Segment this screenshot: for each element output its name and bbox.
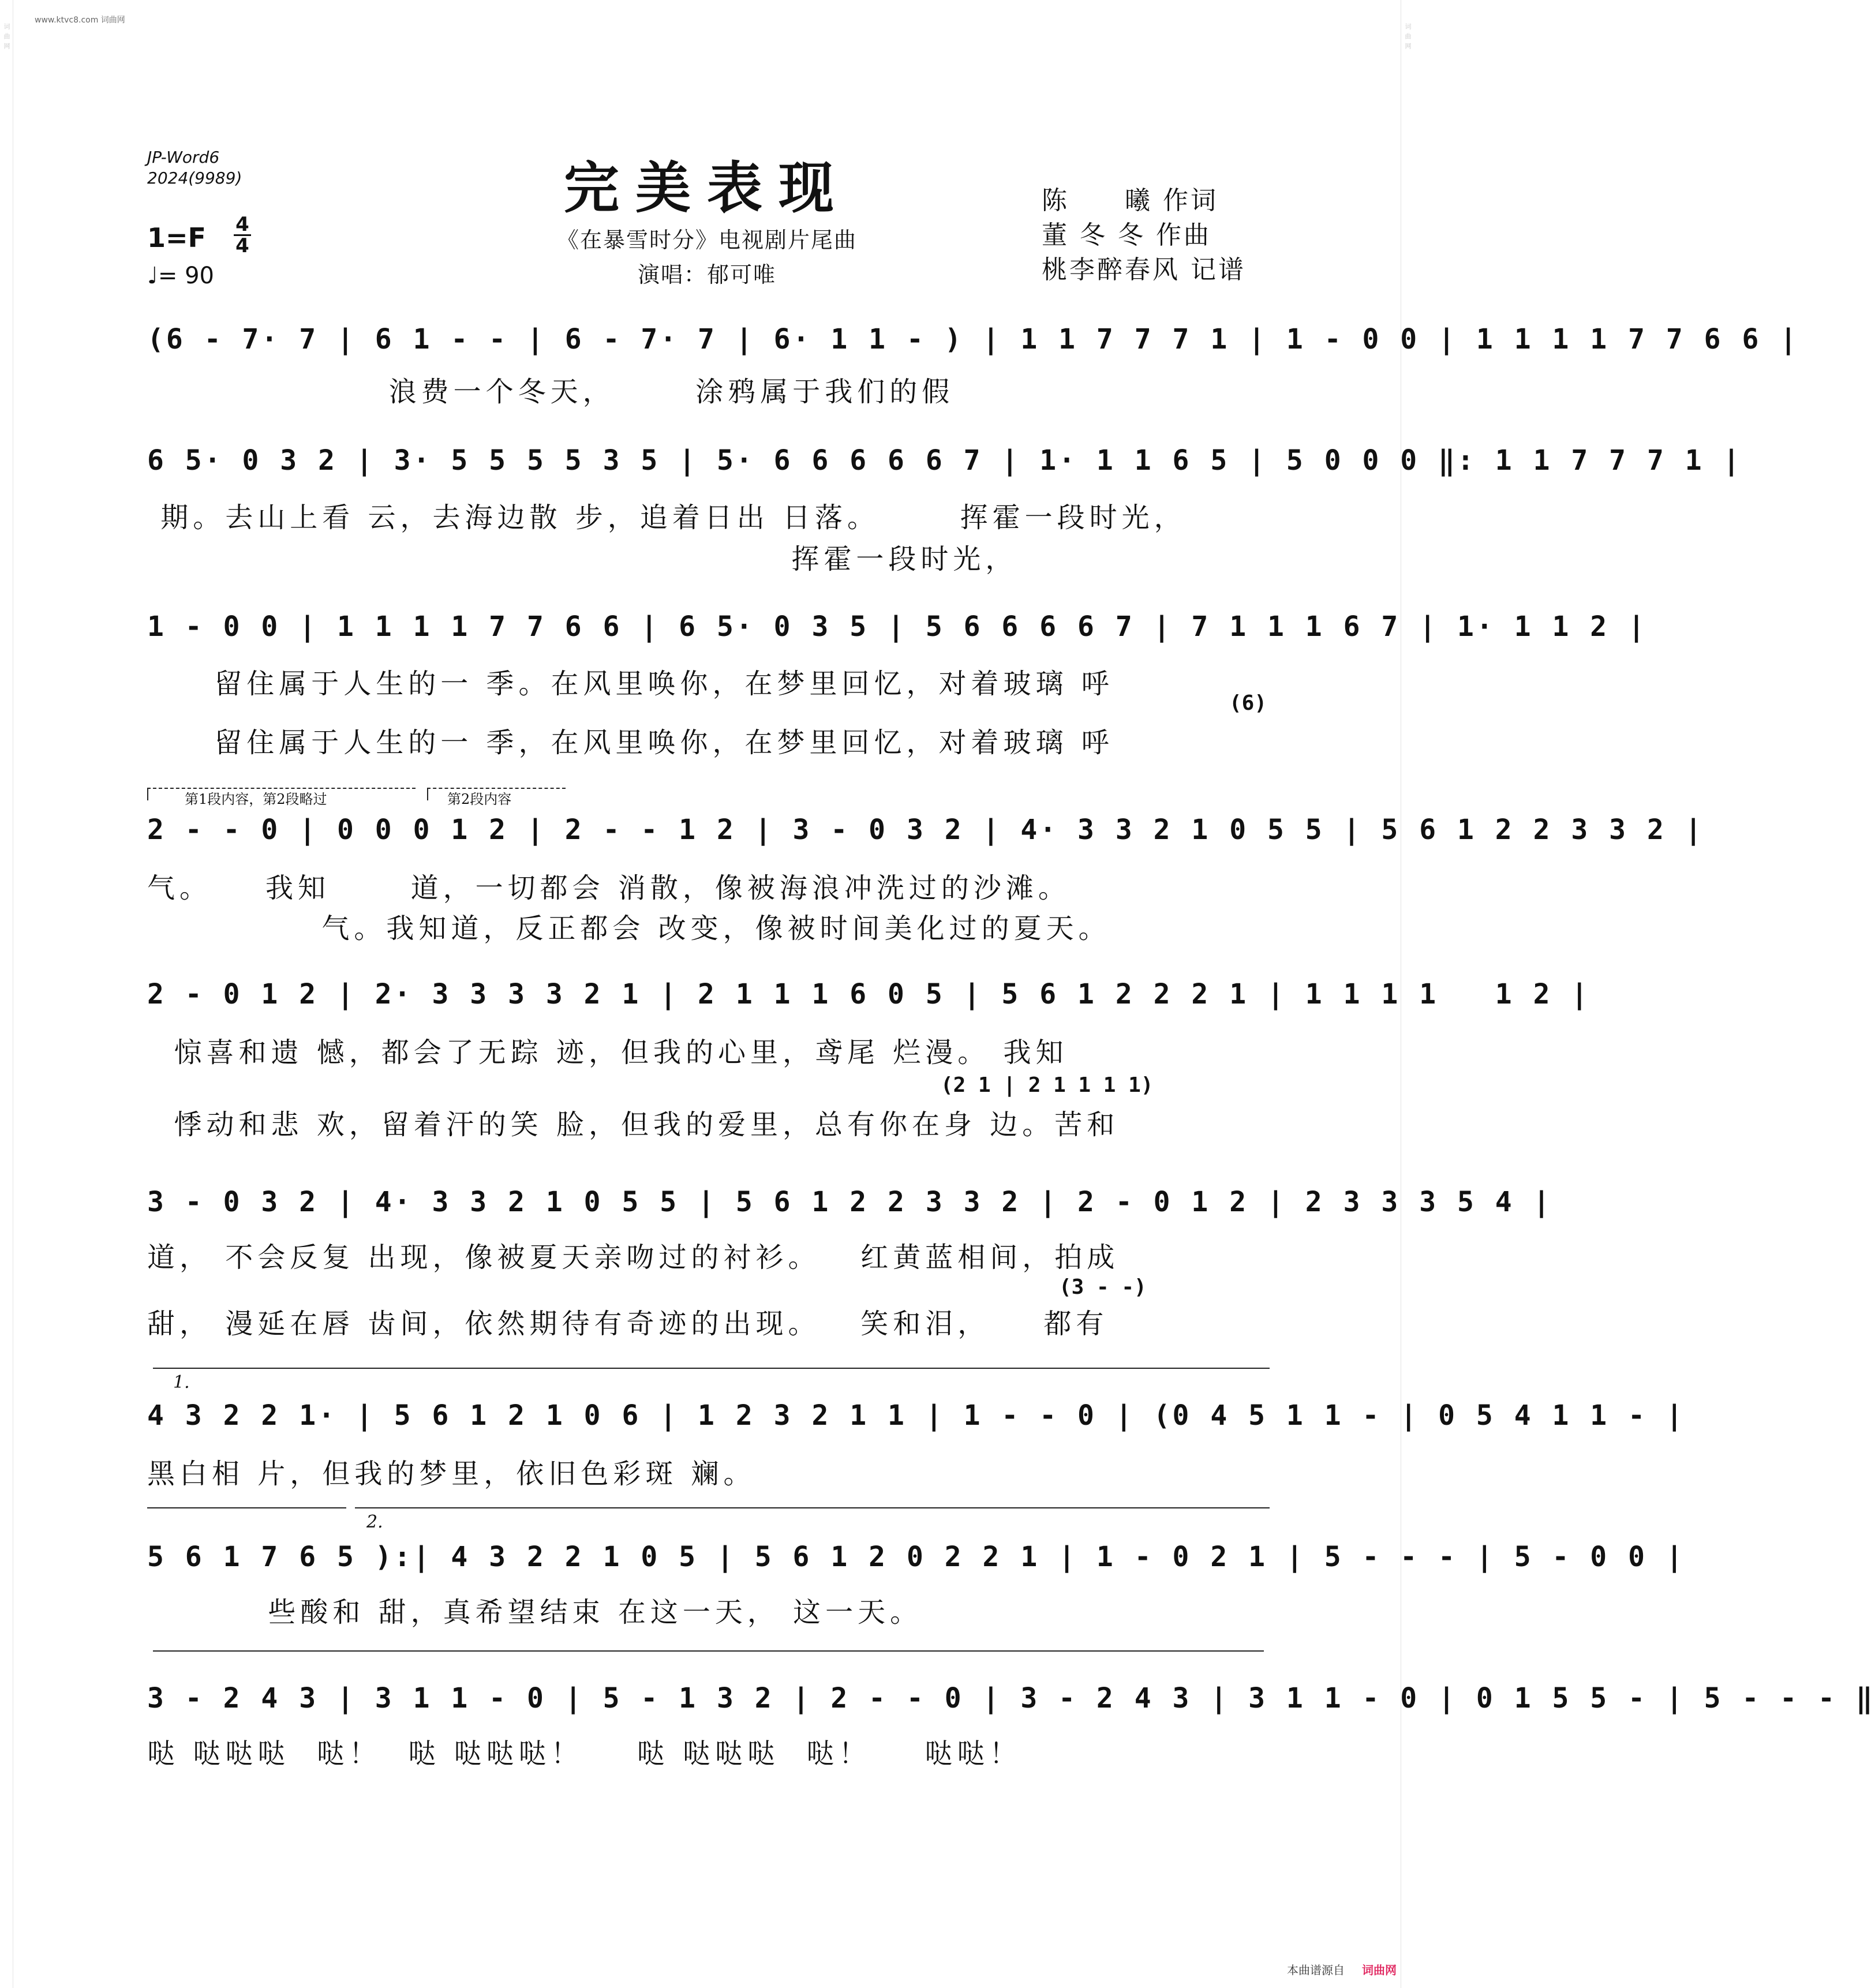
- key-signature: 1=F: [147, 222, 206, 253]
- footer-source-label: 本曲谱源自: [1287, 1963, 1345, 1977]
- transcriber-credit: 桃李醉春风 记谱: [1042, 255, 1246, 284]
- tempo-marking: ♩= 90: [147, 263, 214, 289]
- lyric-verse-1: 道， 不会反复 出现，像被夏天亲吻过的衬衫。 红黄蓝相间，拍成: [147, 1241, 1120, 1274]
- margin-watermark-text-right: 词曲网: [1404, 23, 1412, 53]
- lyricist-credit: 陈 曦 作词: [1042, 186, 1218, 215]
- lyric-verse-2: 悸动和悲 欢，留着汗的笑 脸，但我的爱里，总有你在身 边。苦和: [147, 1109, 1120, 1141]
- lyric-verse-1: 些酸和 甜，真希望结束 在这一天， 这一天。: [147, 1596, 923, 1628]
- lyric-verse-1: 留住属于人生的一 季。在风里唤你，在梦里回忆，对着玻璃 呼: [147, 668, 1114, 700]
- notation-row: 2 - 0 1 2 | 2· 3 3 3 3 2 1 | 2 1 1 1 6 0 5 | 5 6 1 2 2 2 1 | 1 1 1 1 1 2 |: [147, 978, 1590, 1010]
- left-margin-strip: [0, 0, 13, 1988]
- credits-block: [1042, 184, 1246, 287]
- second-ending-label: 2.: [366, 1512, 383, 1532]
- first-ending-label: 1.: [173, 1372, 190, 1392]
- app-name: JP-Word6: [147, 148, 220, 167]
- notation-row: 1 - 0 0 | 1 1 1 1 7 7 6 6 | 6 5· 0 3 5 | 5 6 6 6 6 7 | 7 1 1 1 6 7 | 1· 1 1 2 |: [147, 611, 1647, 643]
- footer-brand-logo[interactable]: 词曲网: [1362, 1963, 1397, 1977]
- volta-label-1: 第1段内容，第2段略过: [185, 791, 327, 807]
- alternate-note: (3 - -): [1059, 1275, 1147, 1299]
- site-watermark: www.ktvc8.com 词曲网: [35, 16, 125, 25]
- margin-watermark-text: 词曲网: [3, 23, 10, 53]
- lyric-verse-1: 浪费一个冬天， 涂鸦属于我们的假: [147, 376, 955, 408]
- alternate-note: (2 1 | 2 1 1 1 1): [941, 1073, 1154, 1097]
- lyric-verse-1: 黑白相 片，但我的梦里，依旧色彩斑 斓。: [147, 1458, 756, 1490]
- notation-row: 3 - 2 4 3 | 3 1 1 - 0 | 5 - 1 3 2 | 2 - - 0 | 3 - 2 4 3 | 3 1 1 - 0 | 0 1 5 5 - | 5 - - - ‖: [147, 1682, 1875, 1714]
- score-code: 2024(9989): [147, 169, 242, 188]
- time-numerator: 4: [235, 213, 249, 236]
- notation-row: 4 3 2 2 1· | 5 6 1 2 1 0 6 | 1 2 3 2 1 1 | 1 - - 0 | (0 4 5 1 1 - | 0 5 4 1 1 - |: [147, 1399, 1685, 1432]
- lyric-verse-1: 气。 我知 道，一切都会 消散，像被海浪冲洗过的沙滩。: [147, 872, 1071, 904]
- volta-line-first-ending: [153, 1368, 1270, 1369]
- notation-row: 5 6 1 7 6 5 ):| 4 3 2 2 1 0 5 | 5 6 1 2 0 2 2 1 | 1 - 0 2 1 | 5 - - - | 5 - 0 0 |: [147, 1541, 1685, 1573]
- lyric-verse-2: 气。我知道，反正都会 改变，像被时间美化过的夏天。: [147, 912, 1111, 945]
- volta-line-first-ending-end: [147, 1507, 346, 1508]
- song-subtitle: 《在暴雪时分》电视剧片尾曲: [556, 227, 857, 253]
- alternate-note: (6): [1229, 691, 1267, 715]
- lyric-verse-2: 挥霍一段时光，: [147, 543, 1018, 575]
- notation-row: 2 - - 0 | 0 0 0 1 2 | 2 - - 1 2 | 3 - 0 3 2 | 4· 3 3 2 1 0 5 5 | 5 6 1 2 2 3 3 2 |: [147, 814, 1704, 846]
- lyric-verse-1: 惊喜和遗 憾，都会了无踪 迹，但我的心里，鸢尾 烂漫。 我知: [147, 1036, 1068, 1069]
- composer-credit: 董 冬 冬 作曲: [1042, 220, 1211, 250]
- time-denominator: 4: [235, 234, 249, 257]
- lyric-verse-2: 留住属于人生的一 季，在风里唤你，在梦里回忆，对着玻璃 呼: [147, 727, 1114, 759]
- singer-line: 演唱：郁可唯: [637, 262, 776, 287]
- notation-row: 6 5· 0 3 2 | 3· 5 5 5 5 3 5 | 5· 6 6 6 6 6 7 | 1· 1 1 6 5 | 5 0 0 0 ‖: 1 1 7 7 7 1 |: [147, 444, 1742, 477]
- time-signature: [234, 215, 251, 256]
- lyric-verse-1: 哒 哒哒哒 哒！ 哒 哒哒哒！ 哒 哒哒哒 哒！ 哒哒！: [147, 1738, 1022, 1770]
- volta-line-second-ending: [355, 1507, 1270, 1508]
- lyric-verse-2: 甜， 漫延在唇 齿间，依然期待有奇迹的出现。 笑和泪， 都有: [147, 1308, 1109, 1340]
- notation-row: (6 - 7· 7 | 6 1 - - | 6 - 7· 7 | 6· 1 1 - ) | 1 1 7 7 7 1 | 1 - 0 0 | 1 1 1 1 7 7 6 6 |: [147, 323, 1799, 355]
- lyric-verse-1: 期。去山上看 云，去海边散 步，追着日出 日落。 挥霍一段时光，: [147, 501, 1187, 534]
- coda-line: [153, 1650, 1264, 1652]
- song-title: 完美表现: [564, 155, 850, 220]
- notation-row: 3 - 0 3 2 | 4· 3 3 2 1 0 5 5 | 5 6 1 2 2 3 3 2 | 2 - 0 1 2 | 2 3 3 3 5 4 |: [147, 1186, 1552, 1218]
- volta-label-2: 第2段内容: [447, 791, 512, 807]
